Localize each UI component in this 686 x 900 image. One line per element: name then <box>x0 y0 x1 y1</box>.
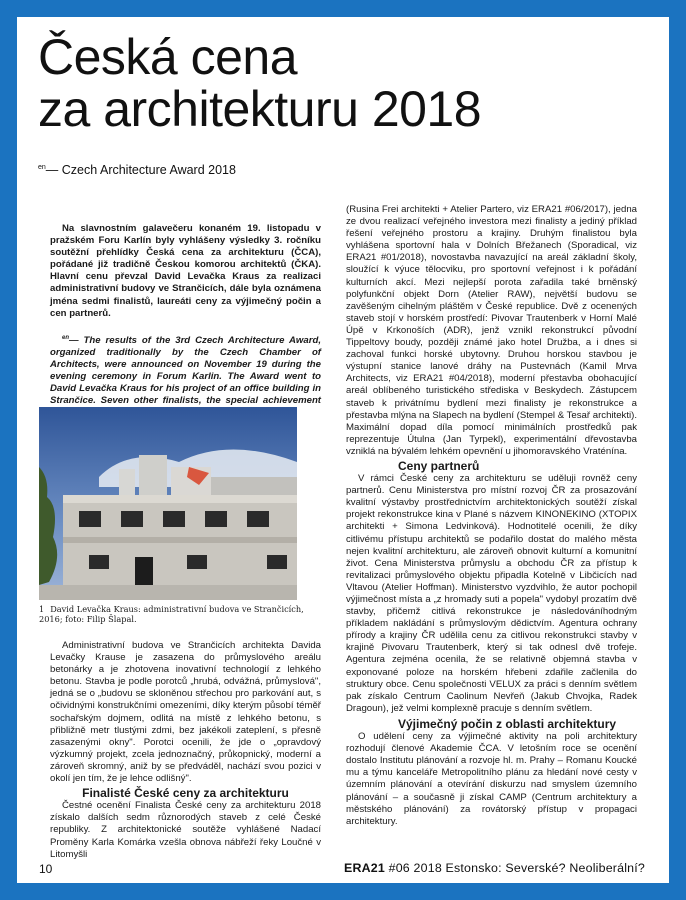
photo-concrete-building <box>63 495 297 600</box>
intro-block <box>50 223 321 420</box>
photo-window <box>187 555 207 569</box>
partners-paragraph: V rámci České ceny za architekturu se uděluji rovněž ceny partnerů. Cenu Ministerstva pro místní rozvoj ČR za prosazování kvalitní výstavby prostřednictvím architektonických soutěží získal projekt rekonstrukce kina v Plané s názvem KINONEKINO (XTOPIX architekti + Simona Ledvinková). Hodnotitelé ocenili, že díky citlivému přístupu architektů se podařilo dostat do malého města nejen kvalitní architekturu, ale zároveň obnovit kulturní a komunitní život. Cena Ministerstva průmyslu a obchodu ČR za přístup k revitalizaci průmyslového objektu připadla Kotelně v Libčicích nad Vltavou (Atelier Hoffman). Ministerstvo vyzdvihlo, že autor pochopil výjimečnost místa a „z hromady suti a popela" vydobyl prozatím dvě stavby, přičemž citlivá rekonstrukce je následováníhodným příkladem nakládání s průmyslovým dědictvím. Agentura ochrany přírody a krajiny ČR udělila cenu za citlivou rekonstrukci stavby v krajině Pivovaru Trautenberk, který si tak odnesl dvě trofeje. Agentura zejména ocenila, že se relativně objemná stavba v exponované poloze na horském hřebeni zdařile začlenila do struktury obce. Cenu společnosti VELUX za práci s denním světlem pak získalo Centrum Caolinum Nevřeň (Jakub Chvojka, Radek Dragoun), jež velmi komplexně pracuje s denním světlem. <box>346 473 637 714</box>
photo-window <box>79 511 101 527</box>
subtitle-lang-tag: en <box>38 164 46 171</box>
finalists-continued: (Rusina Frei architekti + Atelier Partero, viz ERA21 #06/2017), jedna ze dvou realizací veřejného investora mezi finalisty a jediný příklad řešení veřejného prostoru a krajiny. Druhým finalistou byla vyhlášena sportovní hala v Dolních Břežanech (Sporadical, viz ERA21 #01/2018), novostavba navazující na areál základní školy, sloužící k výuce tělocviku, pro sportovní veřejnost i k pořádání kulturních akcí. Mezi nejlepší porota zařadila také brněnský polyfunkční objekt Dorn (Atelier RAW), největší budovu se zavěšeným cihelným pláštěm v České republice. Dvě z ocenených staveb stojí v horském prostředí: Pivovar Trautenberk v Horní Malé Úpě v Krkonoších (ADR), jenž vznikl rekonstrukcí původní Tippeltovy boudy, později známé jako hotel Družba, a i dnes si zachoval funkci horské ubytovny. Druhou horskou stavbou je výstupní stanice lanové dráhy na Pustevnách (Kamil Mrva Architects, viz ERA21 #04/2018), moderní přestavba obohacující areál oblíbeného turistického střediska v Beskydech. Zástupcem staveb k privátnímu bydlení mezi finalisty je rekonstrukce a přestavba mlýna na Slapech na bydlení (Stempel & Tesař architekti). Maximální dopad díla pomocí minimálních prostředků pak reprezentuje Útulna (Jan Tyrpekl), experimentální dřevostavba vzniklá na bývalém lehkém opevnění u jihomoravského Vraténína. <box>346 204 637 457</box>
photo-caption <box>39 604 307 624</box>
intro-czech: Na slavnostním galavečeru konaném 19. listopadu v pražském Foru Karlín byly vyhlášeny výsledky 3. ročníku soutěžní přehlídky Česká cena za architekturu (ČCA), pořádané již tradičně Českou komorou architektů (ČKA). Hlavní cenu převzal David Levačka Kraus za realizaci administrativní budovy ve Strančicích, dále byla oznámena jména sedmi finalistů, laureáti ceny za výjimečný počin a cen partnerů. <box>50 223 321 319</box>
photo-roof-right <box>211 477 297 497</box>
intro-lang-tag: en <box>62 334 70 341</box>
caption-number: 1 <box>39 604 45 614</box>
article-title <box>38 31 658 135</box>
photo-tower-2 <box>139 455 167 497</box>
magazine-footer <box>344 861 645 875</box>
photo-tower-1 <box>119 469 135 497</box>
subtitle-text: — Czech Architecture Award 2018 <box>45 163 236 177</box>
heading-special-achievement: Výjimečný počin z oblasti architektury <box>398 716 617 731</box>
photo-window <box>121 511 143 527</box>
magazine-page <box>17 17 669 883</box>
photo-window <box>247 511 269 527</box>
photo-roof-slab <box>63 495 297 503</box>
photo-window <box>89 555 109 569</box>
photo-window <box>163 511 185 527</box>
photo-window <box>267 555 287 569</box>
issue-info: #06 2018 Estonsko: Severské? Neoliberální? <box>384 861 645 875</box>
page-number: 10 <box>39 862 53 876</box>
title-line-2: za architekturu 2018 <box>38 81 482 137</box>
magazine-name: ERA21 <box>344 861 385 875</box>
photo-window <box>205 511 227 527</box>
photo-ground <box>39 585 297 600</box>
left-body <box>50 640 321 861</box>
heading-partners: Ceny partnerů <box>398 458 480 473</box>
building-photo <box>39 407 297 600</box>
right-column <box>346 204 637 828</box>
intro-english-text: — The results of the 3rd Czech Architecture Award, organized traditionally by the Czech Chamber of Architects, were announced on November 19 during the evening ceremony in Forum Karlin. The Award went to David Levačka Kraus for his project of an office building in Strančice. Seven other finalists, the special achievement <box>50 334 321 407</box>
special-achievement-paragraph: O udělení ceny za výjimečné aktivity na poli architektury rozhodují členové Akademie ČCA. V letošním roce se ocenění dostalo Institutu plánování a rozvoje hl. m. Prahy – Romanu Koucké mu a týmu kanceláře Metropolitního plánu za hledání nové cesty v územním plánování a otevírání diskurzu nad smyslem územního plánování – a současně ji získal CAMP (Centrum architektury a městského plánování) za rovátorský přístup v propagaci architektury. <box>346 731 637 827</box>
article-subtitle <box>38 163 236 177</box>
photo-floor-line <box>63 537 297 543</box>
heading-finalists: Finalisté České ceny za architekturu <box>82 786 289 801</box>
photo-door <box>135 557 153 585</box>
title-line-1: Česká cena <box>38 29 298 85</box>
body-paragraph-2: Čestné ocenění Finalista České ceny za architekturu 2018 získalo dalších sedm různorodých staveb z celé České republiky. Z architektonické soutěže vyhlášené Nadací Proměny Karla Komárka vzešla obnova nábřeží řeky Loučné v Litomyšli <box>50 800 321 860</box>
caption-text: David Levačka Kraus: administrativní budova ve Strančicích, 2016; foto: Filip Šlapal. <box>39 604 304 624</box>
body-paragraph-1: Administrativní budova ve Strančicích architekta Davida Levačky Krause je zasazena do průmyslového areálu betonárky a je zhotovena inovativní technologií z lehkého betonu. Stavba je podle porotců „hrubá, odvážná, průmyslová", jedná se o „budovu se skloněnou střechou pro parkování aut, s očividnými konstrukčními omezeními, díky kterým působí téměř sochařským dojmem, odlitá na místě z lehkého betonu, s přibližně metr tlustými zdmi, bez jakékoli zateplení, s přesně zasazenými okny". Porotci ocenili, že jde o „opravdový výzkumný projekt, zcela jednoznačný, průkopnický, moderní a zároveň skromný, aniž by se předváděl, nachází svou pozici v okolí jen tím, že je lehce odlišný". <box>50 640 321 785</box>
